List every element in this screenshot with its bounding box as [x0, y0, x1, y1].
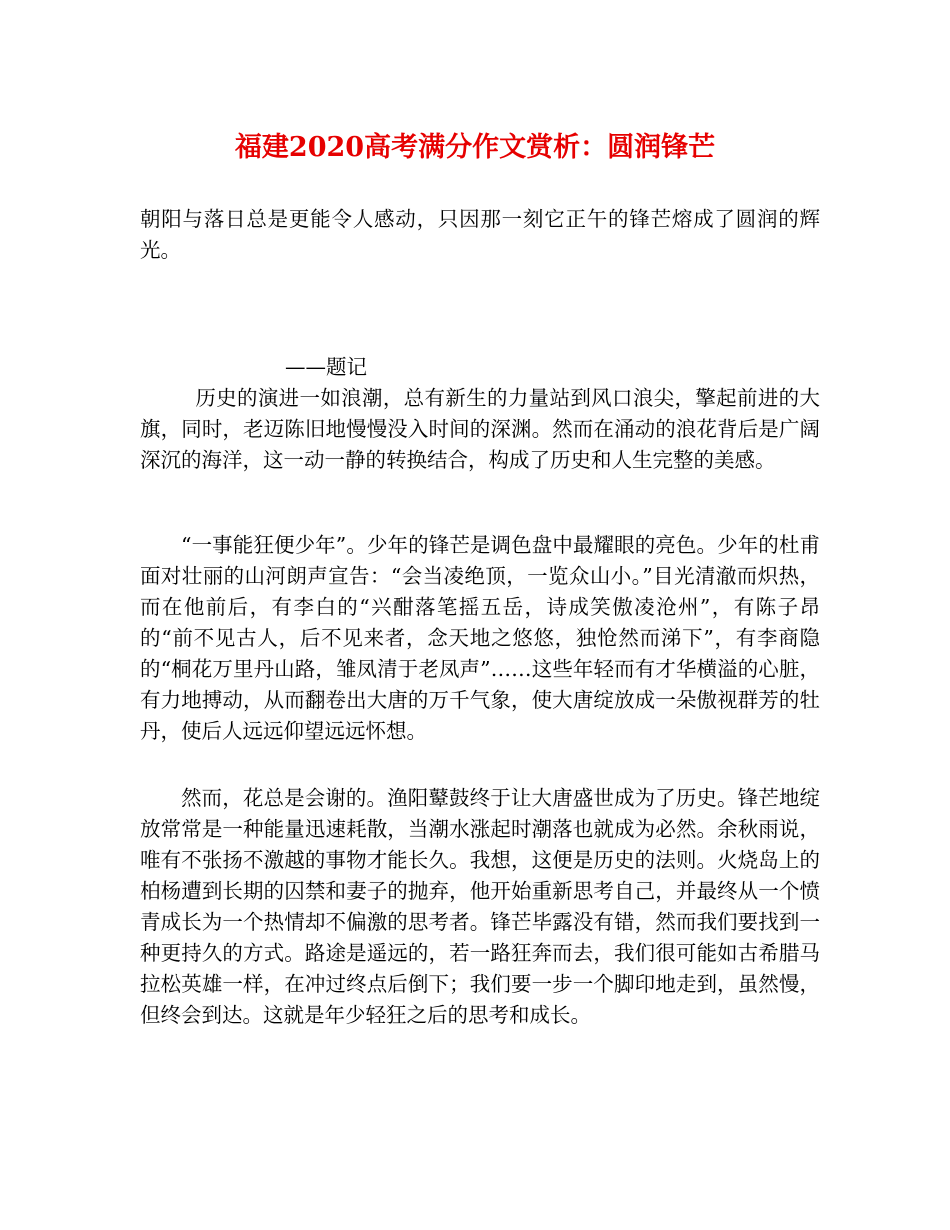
epigraph-signature: ——题记	[285, 355, 367, 379]
paragraph-2: “一事能狂便少年”。少年的锋芒是调色盘中最耀眼的亮色。少年的杜甫面对壮丽的山河朗声宣告：“会当凌绝顶，一览众山小。”目光清澈而炽热，而在他前后，有李白的“兴酣落笔摇五岳，诗成笑傲凌沧州”，有陈子昂的“前不见古人，后不见来者，念天地之悠悠，独怆然而涕下”，有李商隐的“桐花万里丹山路，雏凤清于老凤声”……这些年轻而有才华横溢的心脏，有力地搏动，从而翻卷出大唐的万千气象，使大唐绽放成一朵傲视群芳的牡丹，使后人远远仰望远远怀想。	[140, 533, 820, 743]
epigraph: 朝阳与落日总是更能令人感动，只因那一刻它正午的锋芒熔成了圆润的辉光。	[140, 207, 820, 262]
paragraph-3: 然而，花总是会谢的。渔阳鼙鼓终于让大唐盛世成为了历史。锋芒地绽放常常是一种能量迅速耗散，当潮水涨起时潮落也就成为必然。余秋雨说，唯有不张扬不激越的事物才能长久。我想，这便是历史的法则。火烧岛上的柏杨遭到长期的囚禁和妻子的抛弃，他开始重新思考自己，并最终从一个愤青成长为一个热情却不偏激的思考者。锋芒毕露没有错，然而我们要找到一种更持久的方式。路途是遥远的，若一路狂奔而去，我们很可能如古希腊马拉松英雄一样，在冲过终点后倒下；我们要一步一个脚印地走到，虽然慢，但终会到达。这就是年少轻狂之后的思考和成长。	[140, 786, 820, 1027]
document-title: 福建2020高考满分作文赏析：圆润锋芒	[234, 132, 716, 163]
paragraph-1: 历史的演进一如浪潮，总有新生的力量站到风口浪尖，擎起前进的大旗，同时，老迈陈旧地慢慢没入时间的深渊。然而在涌动的浪花背后是广阔深沉的海洋，这一动一静的转换结合，构成了历史和人生完整的美感。	[140, 386, 820, 472]
